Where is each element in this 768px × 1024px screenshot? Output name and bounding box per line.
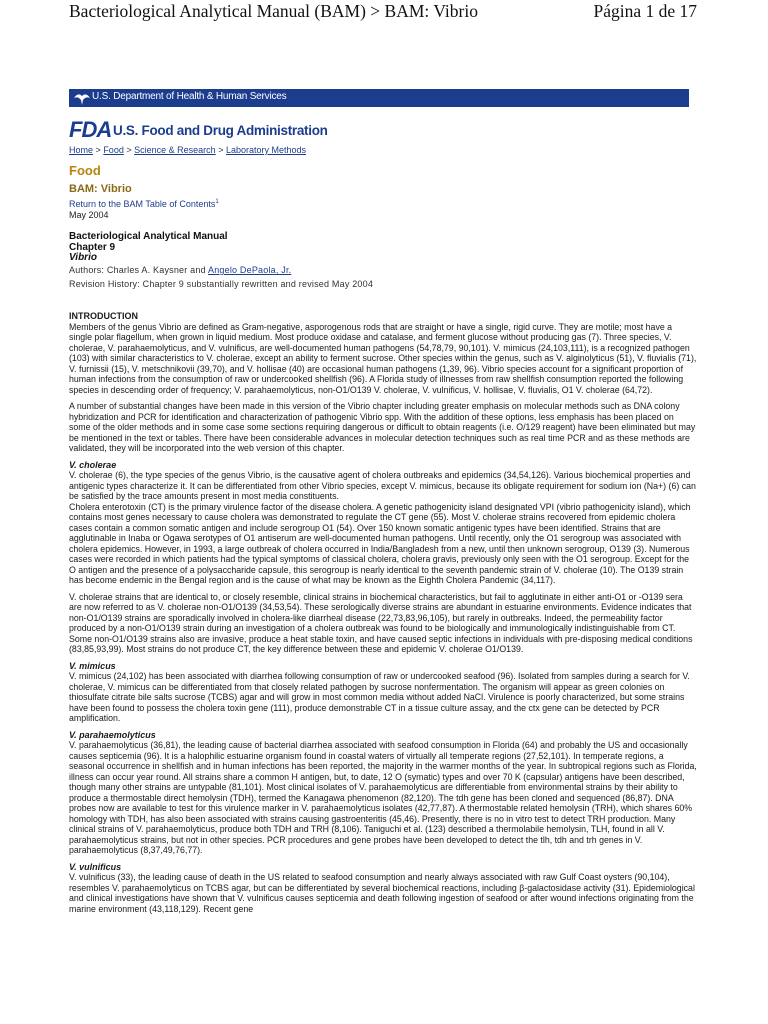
- intro-paragraph-1: Members of the genus Vibrio are defined as Gram-negative, asporogenous rods that are straight or have a single, rigid curve. They are motile; most have a single polar flagellum, when grown in liquid medium. Most produce oxidase and catalase, and ferment glucose without producing gas (7). Three species, V. cholerae, V. parahaemolyticus, and V. vulnificus, are well-documented human pathogens (54,78,79, 90,101). V. mimicus (24,103,111), is a recognized pathogen (103) with similar characteristics to V. cholerae, except an ability to ferment sucrose. Other species within the genus, such as V. alginolyticus (51), V. fluvialis (71), V. furnissii (15), V. metschnikovii (39,70), and V. hollisae (40) are occasional human pathogens (1,39, 96). Vibrio species account for a significant proportion of human infections from the consumption of raw or undercooked shellfish (96). A Florida study of illnesses from raw shellfish consumption reported the following species in descending order of frequency; V. parahaemolyticus, non-O1/O139 V. cholerae, V. vulnificus, V. hollisae, V. fluvialis, O1 V. cholerae (64,72).: [69, 321, 697, 395]
- mimicus-paragraph: V. mimicus (24,102) has been associated with diarrhea following consumption of raw or undercooked seafood (96). Isolated from samples during a search for V. cholerae, V. mimicus can be differentiated from that closely related pathogen by sucrose nonfermentation. The organism will appear as green colonies on thiosulfate citrate bile salts sucrose (TCBS) agar and will grow in most common media without added NaCl. Virulence is poorly characterized, but some strains have been found to possess the cholera toxin gene (111), produce demonstrable CT in a tissue culture assay, and the ctx gene can be detected by PCR amplification.: [69, 671, 690, 723]
- page-title: BAM: Vibrio: [69, 183, 132, 195]
- breadcrumb-science-link[interactable]: Science & Research: [134, 145, 216, 155]
- return-link-label[interactable]: Return to the BAM Table of Contents: [69, 199, 216, 209]
- authors-line: [69, 265, 291, 275]
- hhs-banner[interactable]: [69, 89, 689, 107]
- breadcrumb-separator: >: [95, 145, 101, 155]
- page-number: Página 1 de 17: [593, 1, 697, 21]
- intro-heading: INTRODUCTION: [69, 311, 138, 321]
- publication-date: May 2004: [69, 210, 109, 220]
- breadcrumb-separator: >: [126, 145, 132, 155]
- mimicus-heading: V. mimicus: [69, 660, 116, 671]
- manual-title: Bacteriological Analytical Manual: [69, 231, 228, 242]
- cholerae-heading: V. cholerae: [69, 459, 117, 470]
- breadcrumb-separator: >: [218, 145, 224, 155]
- parahaemolyticus-paragraph: V. parahaemolyticus (36,81), the leading cause of bacterial diarrhea associated with seafood consumption in Florida (64) and probably the US and occasionally causes septicemia (96). It is a halophilic estuarine organism found in coastal waters of virtually all temperate regions (27,52,101). In temperate regions, a seasonal occurrence in shellfish and in human infections has been reported, the majority in the warmer months of the year. In subtropical regions such as Florida, illness can occur year round. All strains share a common H antigen, but, to date, 12 O (symatic) types and over 70 K (capsular) antigens have been described, though many other strains are untypable (81,101). Most clinical isolates of V. parahaemolyticus are differentiable from environmental strains by their ability to produce a thermostable direct hemolysin (TDH), termed the Kanagawa phenomenon (82,120). The tdh gene has been cloned and sequenced (86,87). DNA probes now are available to test for this virulence marker in V. parahaemolyticus isolates (42,77,87). A thermostable related hemolysin (TRH), which shares 60% homology with TDH, has also been associated with strains causing gastroenteritis (45,46). Presently, there is no in vitro test to detect TRH production. Many clinical strains of V. parahaemolyticus, produce both TDH and TRH (8,106). Taniguchi et al. (123) described a thermolabile hemolysin, TLH, found in all V. parahaemolyticus strains, but not in other species. PCR procedures and gene probes have been developed to detect the tlh, tdh and trh genes in V. parahaemolyticus (8,37,49,76,77).: [69, 740, 697, 855]
- breadcrumb-methods-link[interactable]: Laboratory Methods: [225, 145, 307, 155]
- manual-heading: [69, 232, 228, 264]
- page-header: [0, 0, 768, 28]
- breadcrumb-home-link[interactable]: Home: [69, 145, 94, 155]
- hhs-label[interactable]: U.S. Department of Health & Human Services: [92, 91, 287, 102]
- parahaemolyticus-heading: V. parahaemolyticus: [69, 729, 156, 740]
- article-body: [69, 311, 697, 920]
- vulnificus-paragraph: V. vulnificus (33), the leading cause of death in the US related to seafood consumption and nearly always associated with raw Gulf Coast oysters (90,104), resembles V. parahaemolyticus on TCBS agar, but can be differentiated by several biochemical reactions, including β-galactosidase activity (31). Epidemiological and clinical investigations have shown that V. vulnificus causes septicemia and death following ingestion of seafood or after wound infections originating from the marine environment (43,118,129). Recent gene: [69, 872, 695, 914]
- chapter-label: Chapter 9: [69, 241, 116, 253]
- return-to-toc-link[interactable]: [69, 199, 219, 209]
- vulnificus-heading: V. vulnificus: [69, 861, 122, 872]
- fda-logo[interactable]: FDA: [69, 117, 112, 142]
- breadcrumb: [69, 145, 306, 155]
- section-title: Food: [69, 163, 101, 178]
- authors-prefix: Authors: Charles A. Kaysner and: [69, 265, 206, 275]
- revision-history: Revision History: Chapter 9 substantially rewritten and revised May 2004: [69, 279, 374, 289]
- author-link[interactable]: Angelo DePaola, Jr.: [208, 265, 292, 275]
- cholerae-paragraph-2: V. cholerae strains that are identical to, or closely resemble, clinical strains in biochemical characteristics, but fail to agglutinate in either anti-O1 or -O139 sera are now referred to as V. cholerae non-O1/O139 (34,53,54). These serologically diverse strains are abundant in estuarine environments. Evidence indicates that non-O1/O139 strains are sporadically involved in cholera-like diarrheal disease (22,73,83,96,105), but rarely in outbreaks. Indeed, the permeability factor produced by a non-O1/O139 strain during an investigation of a cholera outbreak was found to be biologically and immunologically indistinguishable from CT. Some non-O1/O139 strains also are invasive, produce a heat stable toxin, and have caused septic infections in individuals with pre-disposing medical conditions (83,85,93,99). Most strains do not produce CT, the key difference between these and epidemic V. cholerae O1/O139.: [69, 591, 693, 654]
- cholerae-paragraph-1b: Cholera enterotoxin (CT) is the primary virulence factor of the disease cholera. A genetic pathogenicity island designated VPI (vibrio pathogenicity island), which contains most genes necessary to cause cholera was demonstrated to regulate the CT gene (55). Most V. cholerae strains recovered from epidemic cholera cases contain a common somatic antigen and include serogroup O1 (54). Over 150 known somatic antigenic types have been identified. Strains that are agglutinable in Inaba or Ogawa serotypes of O1 antiserum are well-documented human pathogens. Until recently, only the O1 serogroup was associated with cholera epidemics. However, in 1993, a large outbreak of cholera occurred in India/Bangladesh from a new, until then unknown serogroup, O139 (3). Numerous cases were recorded in which patients had the typical symptoms of classical cholera, cholera gravis, previously only seen with the O1 serogroup. Except for the O antigen and the presence of a polysaccharide capsule, this serogroup is nearly identical to the seventh pandemic strain of V. cholerae (10). The O139 strain has become endemic in the Bengal region and is the cause of what may be known as the Eighth Cholera Pandemic (34,117).: [69, 501, 691, 585]
- chapter-subject: Vibrio: [69, 252, 97, 263]
- intro-paragraph-2: A number of substantial changes have been made in this version of the Vibrio chapter including greater emphasis on molecular methods such as DNA colony hybridization and PCR for identification and characterization of pathogenic Vibrio spp. With the addition of these options, less emphasis has been placed on some of the older methods and in some case some sections requiring dangerous or difficult to obtain reagents (i.e. O/129 reagent) have been eliminated but may be mentioned in the text or tables. There have been considerable advances in molecular detection techniques such as real time PCR and as these methods are validated, they will be incorporated into the web version of this chapter.: [69, 401, 696, 453]
- cholerae-paragraph-1a: V. cholerae (6), the type species of the genus Vibrio, is the causative agent of cholera outbreaks and epidemics (34,54,126). Various biochemical properties and antigenic types characterize it. It can be differentiated from other Vibrio species, except V. mimicus, because its obligate requirement for sodium ion (Na+) (6) can be satisfied by the trace amounts present in most media constituents.: [69, 470, 696, 501]
- breadcrumb-food-link[interactable]: Food: [103, 145, 124, 155]
- page-header-title: Bacteriological Analytical Manual (BAM) > BAM: Vibrio: [69, 1, 478, 21]
- eagle-icon: [73, 90, 91, 106]
- fda-name[interactable]: U.S. Food and Drug Administration: [113, 123, 328, 138]
- footnote-marker: 1: [215, 199, 219, 205]
